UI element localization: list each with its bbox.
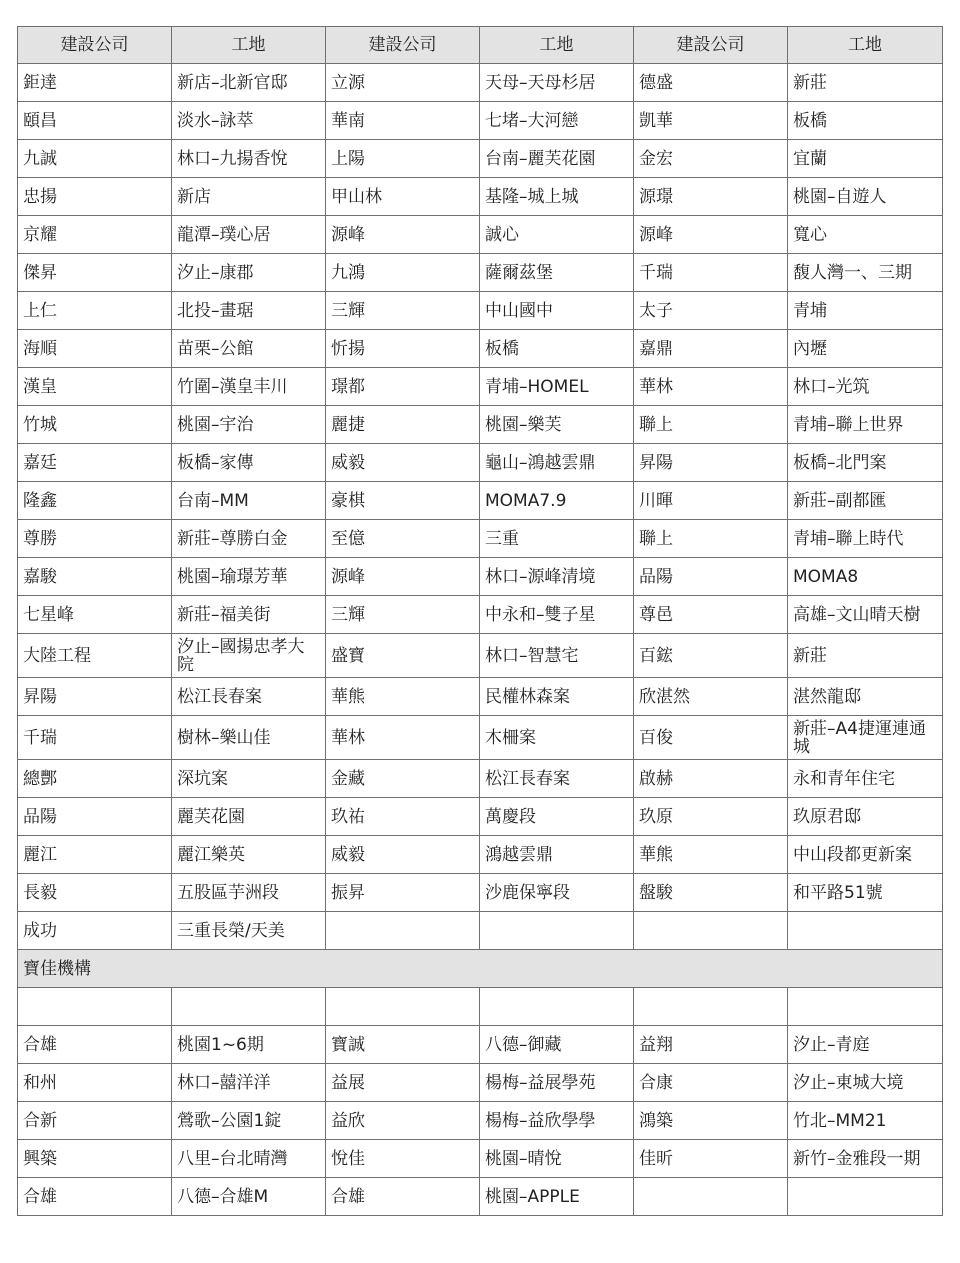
cell-builder-3: 鴻築	[634, 1102, 788, 1140]
cell-site-1: 麗芙花園	[172, 798, 326, 836]
cell-builder-1: 漢皇	[18, 368, 172, 406]
cell-site-3: 永和青年住宅	[788, 760, 943, 798]
cell-site-3: 湛然龍邸	[788, 678, 943, 716]
cell-site-1: 林口–囍洋洋	[172, 1064, 326, 1102]
cell-site-1: 新店	[172, 178, 326, 216]
cell-site-2: 薩爾茲堡	[480, 254, 634, 292]
cell-site-1: 桃園–瑜璟芳華	[172, 558, 326, 596]
cell-builder-3: 品陽	[634, 558, 788, 596]
cell-builder-3: 嘉鼎	[634, 330, 788, 368]
cell-site-3: 青埔–聯上世界	[788, 406, 943, 444]
cell-site-3: 內壢	[788, 330, 943, 368]
cell-builder-1: 竹城	[18, 406, 172, 444]
table-row	[18, 216, 943, 254]
table-row	[18, 368, 943, 406]
cell-builder-2: 九鴻	[326, 254, 480, 292]
cell-site-2: 三重	[480, 520, 634, 558]
cell-builder-2: 三輝	[326, 292, 480, 330]
cell-site-1: 三重長榮/天美	[172, 912, 326, 950]
cell-site-3: 桃園–自遊人	[788, 178, 943, 216]
table-row	[18, 558, 943, 596]
cell-builder-1: 尊勝	[18, 520, 172, 558]
cell-site-2: 桃園–樂芙	[480, 406, 634, 444]
cell-builder-1: 合雄	[18, 1178, 172, 1216]
cell-site-1: 五股區芋洲段	[172, 874, 326, 912]
cell-site-1: 林口–九揚香悅	[172, 140, 326, 178]
cell-builder-2: 源峰	[326, 558, 480, 596]
cell-site-3: 青埔–聯上時代	[788, 520, 943, 558]
cell-builder-1: 成功	[18, 912, 172, 950]
cell-builder-2: 益欣	[326, 1102, 480, 1140]
header-site-1: 工地	[172, 27, 326, 64]
cell-site-2: 楊梅–益欣學學	[480, 1102, 634, 1140]
cell-builder-3: 聯上	[634, 520, 788, 558]
table-row	[18, 482, 943, 520]
cell-site-1: 龍潭–璞心居	[172, 216, 326, 254]
cell-builder-1: 京耀	[18, 216, 172, 254]
cell-builder-3: 千瑞	[634, 254, 788, 292]
cell-site-2: 八德–御藏	[480, 1026, 634, 1064]
cell-site-3: 林口–光筑	[788, 368, 943, 406]
cell-builder-3: 太子	[634, 292, 788, 330]
cell-site-1: 桃園–宇治	[172, 406, 326, 444]
empty-row	[18, 988, 943, 1026]
header-builder-3: 建設公司	[634, 27, 788, 64]
table-row	[18, 836, 943, 874]
cell-site-1: 新莊–尊勝白金	[172, 520, 326, 558]
cell-builder-1: 興築	[18, 1140, 172, 1178]
cell-builder-2: 華林	[326, 716, 480, 760]
cell-builder-2: 三輝	[326, 596, 480, 634]
cell-site-1: 北投–畫琚	[172, 292, 326, 330]
cell-builder-3: 百鋐	[634, 634, 788, 678]
cell-site-3: 新竹–金雅段一期	[788, 1140, 943, 1178]
cell-builder-2: 璟都	[326, 368, 480, 406]
cell-builder-3: 益翔	[634, 1026, 788, 1064]
cell-site-3: 青埔	[788, 292, 943, 330]
header-site-2: 工地	[480, 27, 634, 64]
cell-builder-3: 啟赫	[634, 760, 788, 798]
cell-site-1: 汐止–康郡	[172, 254, 326, 292]
cell-site-3: 玖原君邸	[788, 798, 943, 836]
cell-site-2: 基隆–城上城	[480, 178, 634, 216]
table-row	[18, 596, 943, 634]
cell-site-3: 新莊–副都匯	[788, 482, 943, 520]
table-row	[18, 1178, 943, 1216]
cell-site-1: 桃園1~6期	[172, 1026, 326, 1064]
cell-site-2: 沙鹿保寧段	[480, 874, 634, 912]
cell-site-2: 木柵案	[480, 716, 634, 760]
cell-site-2: 鴻越雲鼎	[480, 836, 634, 874]
cell-site-2: MOMA7.9	[480, 482, 634, 520]
cell-builder-3: 百俊	[634, 716, 788, 760]
cell-builder-1: 傑昇	[18, 254, 172, 292]
cell-site-2: 台南–麗芙花園	[480, 140, 634, 178]
cell-site-1: 麗江樂英	[172, 836, 326, 874]
cell-builder-3: 合康	[634, 1064, 788, 1102]
cell-builder-3: 源峰	[634, 216, 788, 254]
cell-site-3: 板橋	[788, 102, 943, 140]
cell-builder-3: 欣湛然	[634, 678, 788, 716]
cell-builder-3: 華熊	[634, 836, 788, 874]
empty-cell	[480, 988, 634, 1026]
table-row	[18, 64, 943, 102]
cell-builder-1: 合新	[18, 1102, 172, 1140]
cell-builder-2: 豪棋	[326, 482, 480, 520]
header-row	[18, 27, 943, 64]
cell-site-1: 八里–台北晴灣	[172, 1140, 326, 1178]
cell-builder-3: 金宏	[634, 140, 788, 178]
cell-builder-3: 昇陽	[634, 444, 788, 482]
cell-site-3: 新莊	[788, 64, 943, 102]
table-row	[18, 178, 943, 216]
cell-site-2: 民權林森案	[480, 678, 634, 716]
cell-builder-2: 寶誠	[326, 1026, 480, 1064]
table-row	[18, 444, 943, 482]
cell-site-1: 竹圍–漢皇丰川	[172, 368, 326, 406]
cell-builder-2: 益展	[326, 1064, 480, 1102]
cell-site-2: 松江長春案	[480, 760, 634, 798]
table-row	[18, 760, 943, 798]
cell-site-1: 淡水–詠萃	[172, 102, 326, 140]
cell-builder-2: 麗捷	[326, 406, 480, 444]
cell-builder-1: 總酆	[18, 760, 172, 798]
cell-site-2: 龜山–鴻越雲鼎	[480, 444, 634, 482]
empty-cell	[788, 988, 943, 1026]
cell-site-3: 宜蘭	[788, 140, 943, 178]
table-row	[18, 140, 943, 178]
cell-site-2: 萬慶段	[480, 798, 634, 836]
cell-site-1: 松江長春案	[172, 678, 326, 716]
cell-site-2: 林口–智慧宅	[480, 634, 634, 678]
cell-site-3	[788, 912, 943, 950]
cell-builder-1: 昇陽	[18, 678, 172, 716]
cell-builder-1: 嘉駿	[18, 558, 172, 596]
cell-builder-2: 至億	[326, 520, 480, 558]
table-row	[18, 1140, 943, 1178]
cell-site-2: 青埔–HOMEL	[480, 368, 634, 406]
cell-site-2: 中永和–雙子星	[480, 596, 634, 634]
cell-site-1: 汐止–國揚忠孝大院	[172, 634, 326, 678]
table-row	[18, 520, 943, 558]
cell-site-1: 台南–MM	[172, 482, 326, 520]
cell-site-3	[788, 1178, 943, 1216]
cell-site-3: 竹北–MM21	[788, 1102, 943, 1140]
cell-builder-1: 嘉廷	[18, 444, 172, 482]
table-row	[18, 912, 943, 950]
cell-builder-2: 忻揚	[326, 330, 480, 368]
cell-builder-2: 華熊	[326, 678, 480, 716]
cell-builder-3: 聯上	[634, 406, 788, 444]
cell-site-2: 誠心	[480, 216, 634, 254]
cell-builder-2: 威毅	[326, 836, 480, 874]
cell-builder-1: 長毅	[18, 874, 172, 912]
cell-builder-2: 盛寶	[326, 634, 480, 678]
cell-builder-2: 甲山林	[326, 178, 480, 216]
table-row	[18, 798, 943, 836]
empty-cell	[634, 988, 788, 1026]
table-row	[18, 102, 943, 140]
cell-site-3: 中山段都更新案	[788, 836, 943, 874]
cell-builder-3: 盤駿	[634, 874, 788, 912]
cell-builder-1: 九誠	[18, 140, 172, 178]
table-row	[18, 874, 943, 912]
cell-site-1: 八德–合雄M	[172, 1178, 326, 1216]
cell-builder-2: 悅佳	[326, 1140, 480, 1178]
cell-builder-1: 麗江	[18, 836, 172, 874]
cell-site-2: 板橋	[480, 330, 634, 368]
cell-builder-2	[326, 912, 480, 950]
cell-site-3: 新莊–A4捷運連通城	[788, 716, 943, 760]
section-row	[18, 950, 943, 988]
cell-site-2: 中山國中	[480, 292, 634, 330]
cell-builder-3: 佳昕	[634, 1140, 788, 1178]
table-row	[18, 1026, 943, 1064]
cell-builder-3: 凱華	[634, 102, 788, 140]
cell-builder-3	[634, 1178, 788, 1216]
cell-builder-3: 玖原	[634, 798, 788, 836]
cell-site-1: 鶯歌–公園1錠	[172, 1102, 326, 1140]
cell-site-1: 新莊–福美街	[172, 596, 326, 634]
cell-builder-2: 上陽	[326, 140, 480, 178]
table-row	[18, 1102, 943, 1140]
table-row	[18, 330, 943, 368]
cell-builder-3	[634, 912, 788, 950]
table-row	[18, 678, 943, 716]
cell-builder-2: 華南	[326, 102, 480, 140]
cell-site-2: 桃園–晴悅	[480, 1140, 634, 1178]
cell-builder-1: 頤昌	[18, 102, 172, 140]
cell-site-1: 樹林–樂山佳	[172, 716, 326, 760]
table-row	[18, 292, 943, 330]
cell-site-1: 深坑案	[172, 760, 326, 798]
cell-builder-1: 大陸工程	[18, 634, 172, 678]
cell-site-3: 汐止–青庭	[788, 1026, 943, 1064]
cell-builder-2: 振昇	[326, 874, 480, 912]
header-builder-1: 建設公司	[18, 27, 172, 64]
cell-builder-3: 德盛	[634, 64, 788, 102]
cell-builder-1: 七星峰	[18, 596, 172, 634]
table-row	[18, 406, 943, 444]
cell-site-2: 桃園–APPLE	[480, 1178, 634, 1216]
cell-site-3: 寬心	[788, 216, 943, 254]
cell-builder-3: 華林	[634, 368, 788, 406]
cell-builder-1: 和州	[18, 1064, 172, 1102]
cell-site-3: 汐止–東城大境	[788, 1064, 943, 1102]
cell-builder-1: 千瑞	[18, 716, 172, 760]
cell-builder-1: 隆鑫	[18, 482, 172, 520]
cell-builder-1: 上仁	[18, 292, 172, 330]
cell-builder-3: 源璟	[634, 178, 788, 216]
cell-builder-2: 立源	[326, 64, 480, 102]
section-title: 寶佳機構	[18, 950, 943, 988]
cell-site-2: 楊梅–益展學苑	[480, 1064, 634, 1102]
cell-site-3: 高雄–文山晴天樹	[788, 596, 943, 634]
empty-cell	[172, 988, 326, 1026]
builders-sites-table	[17, 26, 943, 1216]
cell-builder-1: 海順	[18, 330, 172, 368]
cell-builder-3: 川暉	[634, 482, 788, 520]
header-builder-2: 建設公司	[326, 27, 480, 64]
cell-builder-2: 金藏	[326, 760, 480, 798]
table-row	[18, 254, 943, 292]
cell-builder-1: 忠揚	[18, 178, 172, 216]
cell-site-3: 馥人灣一、三期	[788, 254, 943, 292]
cell-site-1: 板橋–家傳	[172, 444, 326, 482]
cell-site-3: MOMA8	[788, 558, 943, 596]
empty-cell	[18, 988, 172, 1026]
cell-builder-2: 玖祐	[326, 798, 480, 836]
cell-builder-1: 品陽	[18, 798, 172, 836]
table-row	[18, 634, 943, 678]
cell-site-2	[480, 912, 634, 950]
table-row	[18, 716, 943, 760]
cell-builder-2: 源峰	[326, 216, 480, 254]
cell-site-1: 新店–北新官邸	[172, 64, 326, 102]
cell-site-1: 苗栗–公館	[172, 330, 326, 368]
cell-builder-2: 合雄	[326, 1178, 480, 1216]
cell-builder-1: 鉅達	[18, 64, 172, 102]
cell-site-2: 七堵–大河戀	[480, 102, 634, 140]
cell-site-2: 天母–天母杉居	[480, 64, 634, 102]
cell-builder-3: 尊邑	[634, 596, 788, 634]
cell-site-3: 新莊	[788, 634, 943, 678]
cell-site-2: 林口–源峰清境	[480, 558, 634, 596]
cell-site-3: 板橋–北門案	[788, 444, 943, 482]
empty-cell	[326, 988, 480, 1026]
cell-site-3: 和平路51號	[788, 874, 943, 912]
header-site-3: 工地	[788, 27, 943, 64]
cell-builder-1: 合雄	[18, 1026, 172, 1064]
table-row	[18, 1064, 943, 1102]
cell-builder-2: 威毅	[326, 444, 480, 482]
